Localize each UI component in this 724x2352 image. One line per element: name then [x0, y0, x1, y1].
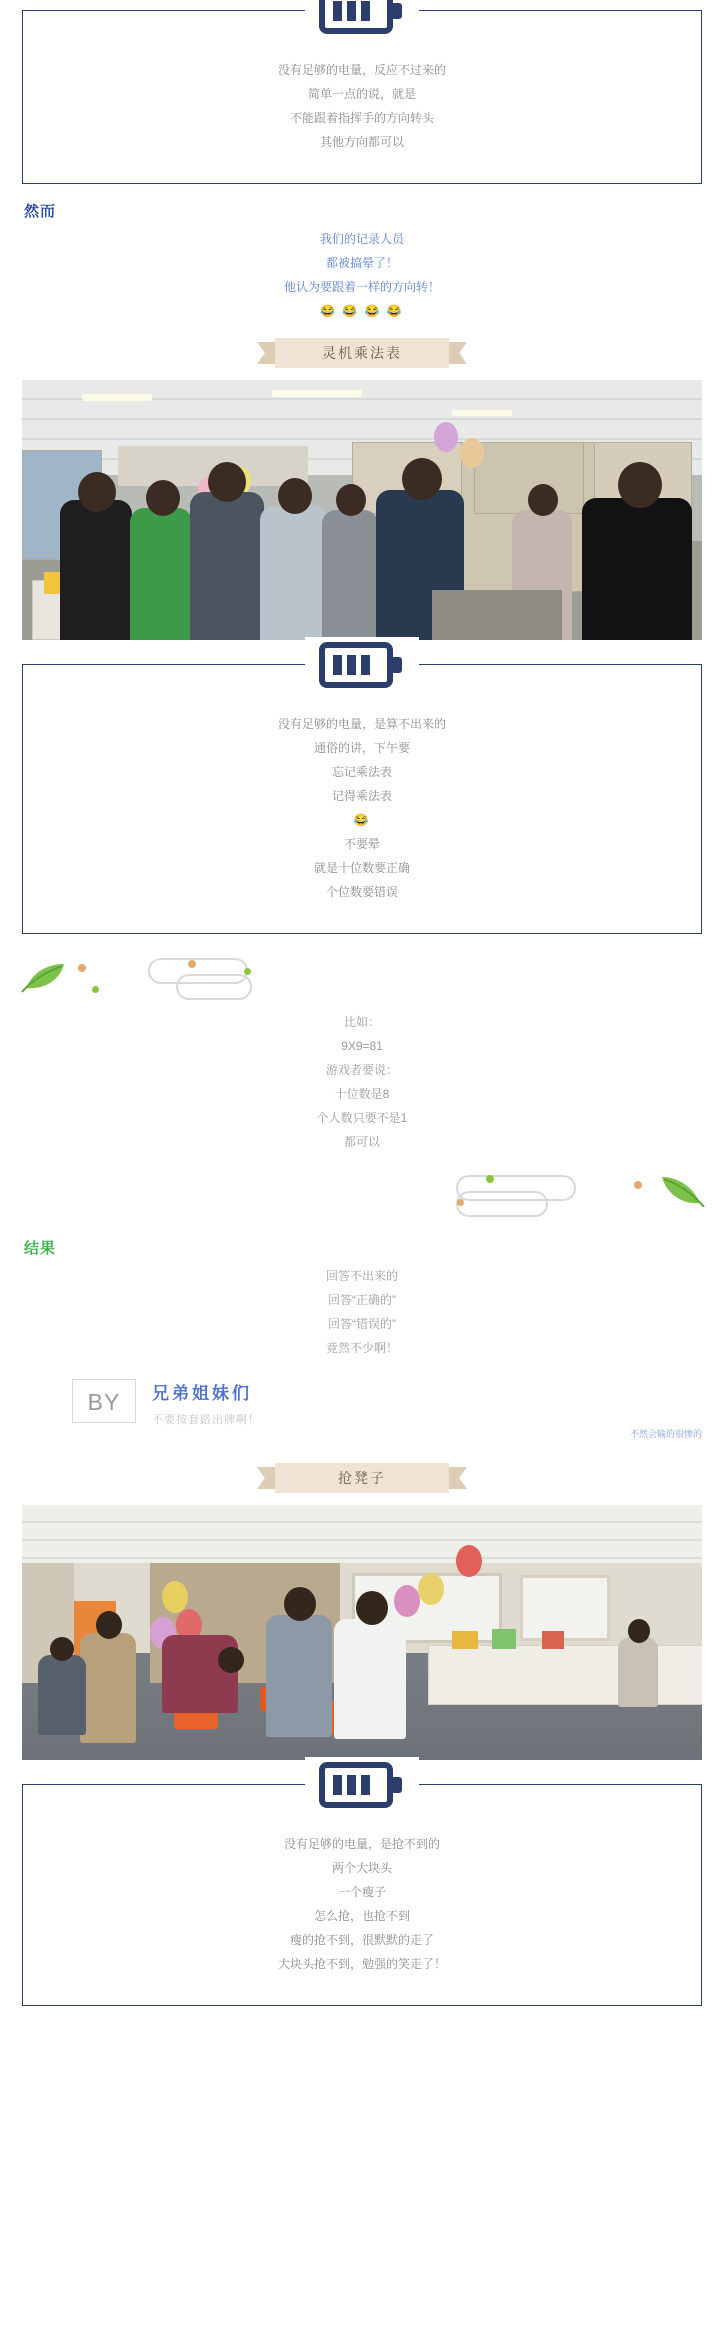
page-root [0, 10, 724, 2006]
person-head [528, 484, 558, 516]
person-head [218, 1647, 244, 1673]
floor-shadow [432, 590, 562, 640]
card-3-line-0: 没有足够的电量，是抢不到的 [283, 1837, 440, 1851]
person [190, 492, 264, 640]
person-head [618, 462, 662, 508]
by-subtitle: 不要按套路出牌啊！ [152, 1414, 260, 1426]
by-signature-block [0, 1375, 724, 1441]
card-3-line-1: 两个大块头 [331, 1861, 392, 1875]
person-head [278, 478, 312, 514]
card-1-lines [43, 61, 681, 151]
person-head [336, 484, 366, 516]
card-3-line-2: 一个瘦子 [337, 1885, 386, 1899]
card-1-line-3: 其他方向都可以 [319, 135, 404, 149]
table-item [542, 1631, 564, 1649]
section-2-paragraph [0, 1268, 724, 1357]
ribbon-2-text: 抢凳子 [338, 1470, 386, 1486]
battery-card-1 [22, 10, 702, 184]
section-2-line-1: 回答“正确的” [328, 1293, 396, 1307]
leaf-icon [20, 960, 66, 999]
section-2-line-3: 竟然不少啊！ [325, 1341, 398, 1355]
person [334, 1619, 406, 1739]
person [130, 508, 192, 640]
ribbon-1-text: 灵机乘法表 [322, 345, 402, 361]
example-paragraph [0, 1014, 724, 1151]
card-2-line-3: 记得乘法表 [331, 789, 392, 803]
ceiling-lamp [452, 410, 512, 416]
card-2-line2-2: 个位数要错误 [325, 885, 398, 899]
person-head [50, 1637, 74, 1661]
example-line-4: 个人数只要不是1 [316, 1111, 408, 1125]
card-3-lines [43, 1835, 681, 1973]
card-2-line-0: 没有足够的电量，是算不出来的 [277, 717, 446, 731]
decorative-pill [456, 1191, 548, 1217]
balloon [460, 438, 484, 468]
card-1-line-0: 没有足够的电量，反应不过来的 [277, 63, 446, 77]
card-2-lines [43, 715, 681, 901]
balloon [456, 1545, 482, 1577]
photo-1-scene [22, 380, 702, 640]
person-head [78, 472, 116, 512]
decorative-dot [634, 1181, 642, 1189]
decorative-dot [486, 1175, 494, 1183]
musical-chairs-photo [22, 1505, 702, 1760]
section-1-paragraph [0, 231, 724, 320]
section-1-line-2: 他认为要跟着一样的方向转！ [283, 280, 440, 294]
section-2-line-2: 回答“错误的” [328, 1317, 396, 1331]
decorative-pill [176, 974, 252, 1000]
battery-icon [319, 637, 405, 693]
card-3-line-5: 大块头抢不到，勉强的笑走了！ [277, 1957, 446, 1971]
ribbon-title-1 [257, 338, 467, 368]
decorative-dot [92, 986, 99, 993]
battery-icon-wrap-3 [305, 1757, 419, 1818]
office-party-photo [22, 380, 702, 640]
decorative-dot [188, 960, 196, 968]
person [80, 1633, 136, 1743]
person-head [96, 1611, 122, 1639]
wall-poster [520, 1575, 610, 1641]
balloon [394, 1585, 420, 1617]
person [260, 506, 328, 640]
card-2-emoji: 😂 [353, 813, 371, 827]
decorative-dot [78, 964, 86, 972]
section-label-however: 然而 [24, 203, 57, 220]
example-line-1: 9X9=81 [341, 1039, 383, 1053]
card-1-line-2: 不能跟着指挥手的方向转头 [289, 111, 434, 125]
person-head [402, 458, 442, 500]
by-title: 兄弟姐妹们 [152, 1384, 252, 1403]
by-badge [72, 1379, 136, 1423]
section-1-line-0: 我们的记录人员 [319, 232, 404, 246]
ceiling-lamp [82, 394, 152, 401]
person [322, 510, 378, 640]
person [60, 500, 132, 640]
example-line-5: 都可以 [343, 1135, 380, 1149]
decorative-sprig-row-bottom [0, 1169, 724, 1221]
person-head [356, 1591, 388, 1625]
table-item [452, 1631, 478, 1649]
decorative-dot [457, 1199, 464, 1206]
person [582, 498, 692, 640]
battery-icon [319, 0, 405, 39]
person-head [284, 1587, 316, 1621]
person [618, 1637, 658, 1707]
balloon [418, 1573, 444, 1605]
section-2-line-0: 回答不出来的 [325, 1269, 398, 1283]
table-item [492, 1629, 516, 1649]
battery-icon-wrap-1 [305, 0, 419, 44]
decorative-sprig-row-top [0, 952, 724, 1004]
battery-card-3 [22, 1784, 702, 2006]
photo-2-scene [22, 1505, 702, 1760]
person-head [628, 1619, 650, 1643]
person-seated [38, 1655, 86, 1735]
person-head [208, 462, 246, 502]
ribbon-title-2 [257, 1463, 467, 1493]
person [266, 1615, 332, 1737]
balloon [162, 1581, 188, 1613]
example-line-3: 十位数是8 [334, 1087, 390, 1101]
card-2-line-1: 通俗的讲，下午要 [313, 741, 410, 755]
battery-icon-wrap-2 [305, 637, 419, 698]
card-3-line-4: 瘦的抢不到，很默默的走了 [289, 1933, 434, 1947]
section-1-emoji: 😂 😂 😂 😂 [320, 304, 404, 318]
card-2-line2-0: 不要晕 [343, 837, 380, 851]
decorative-dot [244, 968, 251, 975]
card-1-line-1: 简单一点的说，就是 [307, 87, 416, 101]
example-line-2: 游戏者要说： [325, 1063, 398, 1077]
section-label-result: 结果 [24, 1240, 57, 1257]
card-3-line-3: 怎么抢，也抢不到 [313, 1909, 410, 1923]
by-main [152, 1379, 260, 1427]
balloon [434, 422, 458, 452]
section-1-line-1: 都被搞晕了！ [325, 256, 398, 270]
example-line-0: 比如： [343, 1015, 380, 1029]
card-2-line-2: 忘记乘法表 [331, 765, 392, 779]
by-badge-text: BY [87, 1389, 121, 1415]
by-note: 不然会输的很惨的 [629, 1429, 702, 1439]
person-head [146, 480, 180, 516]
leaf-icon [660, 1173, 706, 1212]
battery-card-2 [22, 664, 702, 934]
battery-icon [319, 1757, 405, 1813]
card-2-line2-1: 就是十位数要正确 [313, 861, 410, 875]
ceiling-lamp [272, 390, 362, 397]
long-table [428, 1645, 702, 1705]
